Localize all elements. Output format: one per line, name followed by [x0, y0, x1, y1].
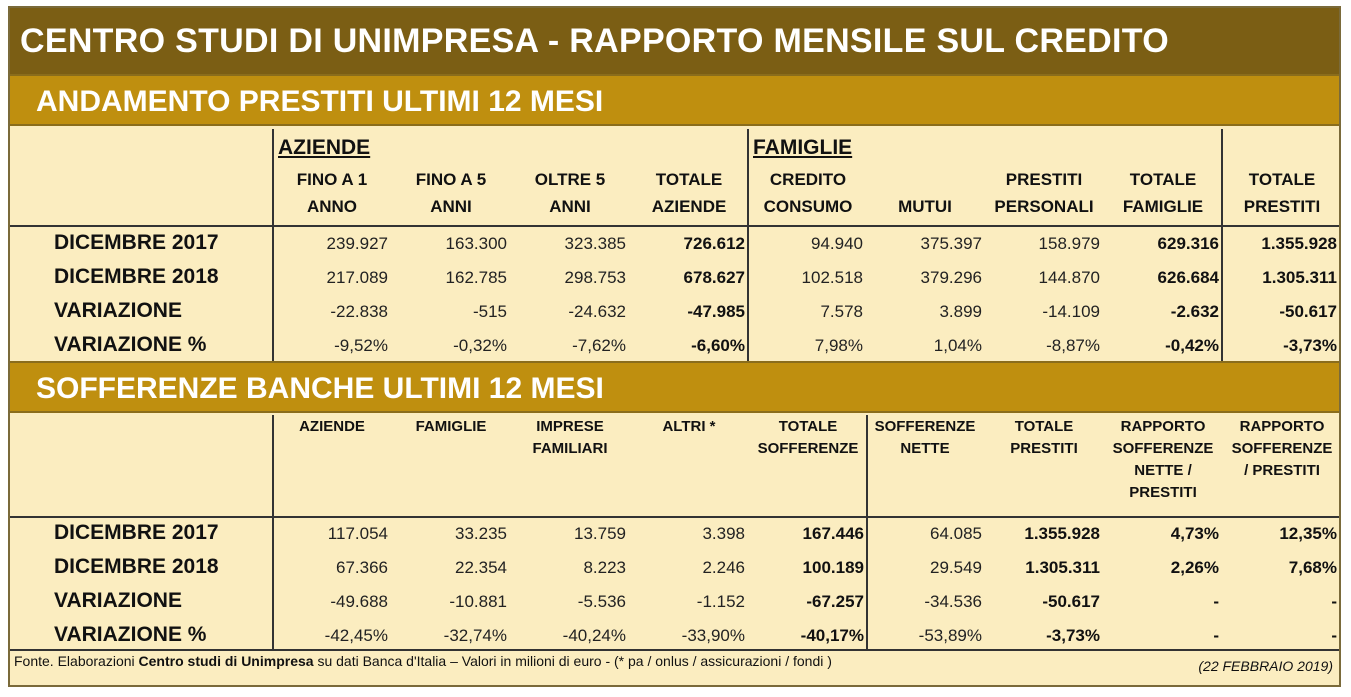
row-label: DICEMBRE 2018 — [54, 555, 219, 578]
table-cell: - — [1331, 626, 1337, 645]
table-cell: 94.940 — [811, 234, 863, 253]
table-cell: 29.549 — [930, 558, 982, 577]
table-cell: -50.617 — [1042, 592, 1100, 611]
group-famiglie: FAMIGLIE — [753, 136, 853, 159]
divider — [1221, 129, 1223, 361]
table-cell: 1,04% — [933, 336, 982, 355]
footer-bold: Centro studi di Unimpresa — [138, 653, 314, 669]
table-cell: -49.688 — [330, 592, 388, 611]
footer-source — [14, 653, 832, 669]
table-cell: 375.397 — [920, 234, 982, 253]
row-label: DICEMBRE 2018 — [54, 265, 219, 288]
row-label: VARIAZIONE % — [54, 623, 207, 646]
s2-header-7: TOTALE PRESTITI — [1010, 418, 1078, 457]
table-cell: - — [1213, 592, 1219, 611]
table-cell: -8,87% — [1046, 336, 1100, 355]
table-cell: -9,52% — [334, 336, 388, 355]
table-cell: -34.536 — [924, 592, 982, 611]
divider — [272, 129, 274, 361]
table-cell: 8.223 — [583, 558, 626, 577]
s1-header-3: OLTRE 5 ANNI — [534, 170, 606, 216]
footer-suffix: su dati Banca d'Italia – Valori in milioni di euro - (* pa / onlus / assicurazioni / fondi ) — [313, 653, 832, 669]
table-cell: -515 — [472, 302, 507, 321]
table-cell: 3.398 — [702, 524, 745, 543]
table-cell: -14.109 — [1042, 302, 1100, 321]
table-cell: 144.870 — [1038, 268, 1100, 287]
table-cell: -53,89% — [918, 626, 982, 645]
table-cell: -0,32% — [453, 336, 507, 355]
table-cell: 102.518 — [801, 268, 863, 287]
s1-header-6: MUTUI — [898, 197, 952, 216]
row-label: DICEMBRE 2017 — [54, 231, 219, 254]
table-cell: 22.354 — [455, 558, 507, 577]
table-cell: - — [1331, 592, 1337, 611]
s2-header-6: SOFFERENZE NETTE — [874, 418, 976, 457]
s1-header-5: CREDITO CONSUMO — [763, 170, 853, 216]
table-cell: 678.627 — [683, 268, 745, 287]
row-label: VARIAZIONE — [54, 589, 182, 612]
divider — [10, 516, 1339, 518]
s2-header-2: FAMIGLIE — [415, 418, 487, 435]
table-cell: 33.235 — [455, 524, 507, 543]
footer-date: (22 FEBBRAIO 2019) — [1198, 658, 1333, 674]
table-cell: 1.305.311 — [1025, 558, 1100, 577]
table-cell: -7,62% — [572, 336, 626, 355]
s1-header-2: FINO A 5 ANNI — [415, 170, 487, 216]
section1-title: ANDAMENTO PRESTITI ULTIMI 12 MESI — [10, 74, 1339, 126]
table-cell: 379.296 — [920, 268, 982, 287]
s2-header-3: IMPRESE FAMILIARI — [532, 418, 608, 457]
report-title: CENTRO STUDI DI UNIMPRESA - RAPPORTO MENSILE SUL CREDITO — [10, 8, 1339, 74]
table-cell: 3.899 — [939, 302, 982, 321]
divider — [10, 225, 1339, 227]
table-cell: 298.753 — [564, 268, 626, 287]
section2-title: SOFFERENZE BANCHE ULTIMI 12 MESI — [10, 361, 1339, 413]
s1-header-7: PRESTITI PERSONALI — [994, 170, 1094, 216]
s2-header-8: RAPPORTO SOFFERENZE NETTE / PRESTITI — [1112, 418, 1214, 501]
table-cell: -50.617 — [1279, 302, 1337, 321]
table-cell: -0,42% — [1165, 336, 1219, 355]
table-cell: -5.536 — [577, 592, 626, 611]
table-cell: -3,73% — [1046, 626, 1100, 645]
table-cell: - — [1213, 626, 1219, 645]
table-cell: -24.632 — [568, 302, 626, 321]
s2-header-5: TOTALE SOFFERENZE — [757, 418, 859, 457]
s2-header-1: AZIENDE — [299, 418, 365, 435]
table-cell: -3,73% — [1283, 336, 1337, 355]
table-cell: -47.985 — [687, 302, 745, 321]
group-aziende: AZIENDE — [278, 136, 371, 159]
table-cell: 239.927 — [326, 234, 388, 253]
table-cell: 2.246 — [702, 558, 745, 577]
footer-prefix: Fonte. Elaborazioni — [14, 653, 139, 669]
table-cell: -32,74% — [443, 626, 507, 645]
table-cell: 162.785 — [445, 268, 507, 287]
table-cell: -10.881 — [449, 592, 507, 611]
table-cell: 726.612 — [683, 234, 745, 253]
divider — [272, 415, 274, 649]
table-cell: 626.684 — [1157, 268, 1219, 287]
row-label: VARIAZIONE % — [54, 333, 207, 356]
table-cell: 2,26% — [1170, 558, 1219, 577]
s2-header-4: ALTRI * — [662, 418, 716, 435]
row-label: VARIAZIONE — [54, 299, 182, 322]
table-cell: -22.838 — [330, 302, 388, 321]
table-cell: 629.316 — [1157, 234, 1219, 253]
table-cell: 158.979 — [1038, 234, 1100, 253]
table-cell: 1.355.928 — [1261, 234, 1337, 253]
table-cell: 163.300 — [445, 234, 507, 253]
table-cell: 167.446 — [802, 524, 864, 543]
table-cell: 7,68% — [1288, 558, 1337, 577]
table-cell: 13.759 — [574, 524, 626, 543]
report-frame — [8, 6, 1341, 687]
table-cell: 12,35% — [1279, 524, 1337, 543]
table-cell: -40,17% — [800, 626, 864, 645]
table-cell: -6,60% — [691, 336, 745, 355]
table-cell: 64.085 — [930, 524, 982, 543]
s1-header-1: FINO A 1 ANNO — [296, 170, 368, 216]
s1-header-4: TOTALE AZIENDE — [651, 170, 727, 216]
table-cell: -1.152 — [696, 592, 745, 611]
table-cell: -42,45% — [324, 626, 388, 645]
table-cell: 217.089 — [326, 268, 388, 287]
row-label: DICEMBRE 2017 — [54, 521, 219, 544]
divider — [747, 129, 749, 361]
table-cell: 1.355.928 — [1024, 524, 1100, 543]
table-cell: -67.257 — [806, 592, 864, 611]
table-cell: 67.366 — [336, 558, 388, 577]
table-cell: -33,90% — [681, 626, 745, 645]
divider — [10, 649, 1339, 651]
s1-header-8: TOTALE FAMIGLIE — [1122, 170, 1204, 216]
table-cell: 117.054 — [327, 524, 388, 543]
divider — [866, 415, 868, 649]
table-cell: -40,24% — [562, 626, 626, 645]
table-cell: 7,98% — [814, 336, 863, 355]
table-cell: 100.189 — [802, 558, 864, 577]
s2-header-9: RAPPORTO SOFFERENZE / PRESTITI — [1231, 418, 1333, 479]
table-cell: 7.578 — [820, 302, 863, 321]
s1-header-9: TOTALE PRESTITI — [1243, 170, 1321, 216]
table-cell: 4,73% — [1170, 524, 1219, 543]
table-cell: -2.632 — [1170, 302, 1219, 321]
table-cell: 323.385 — [564, 234, 626, 253]
table-cell: 1.305.311 — [1262, 268, 1337, 287]
